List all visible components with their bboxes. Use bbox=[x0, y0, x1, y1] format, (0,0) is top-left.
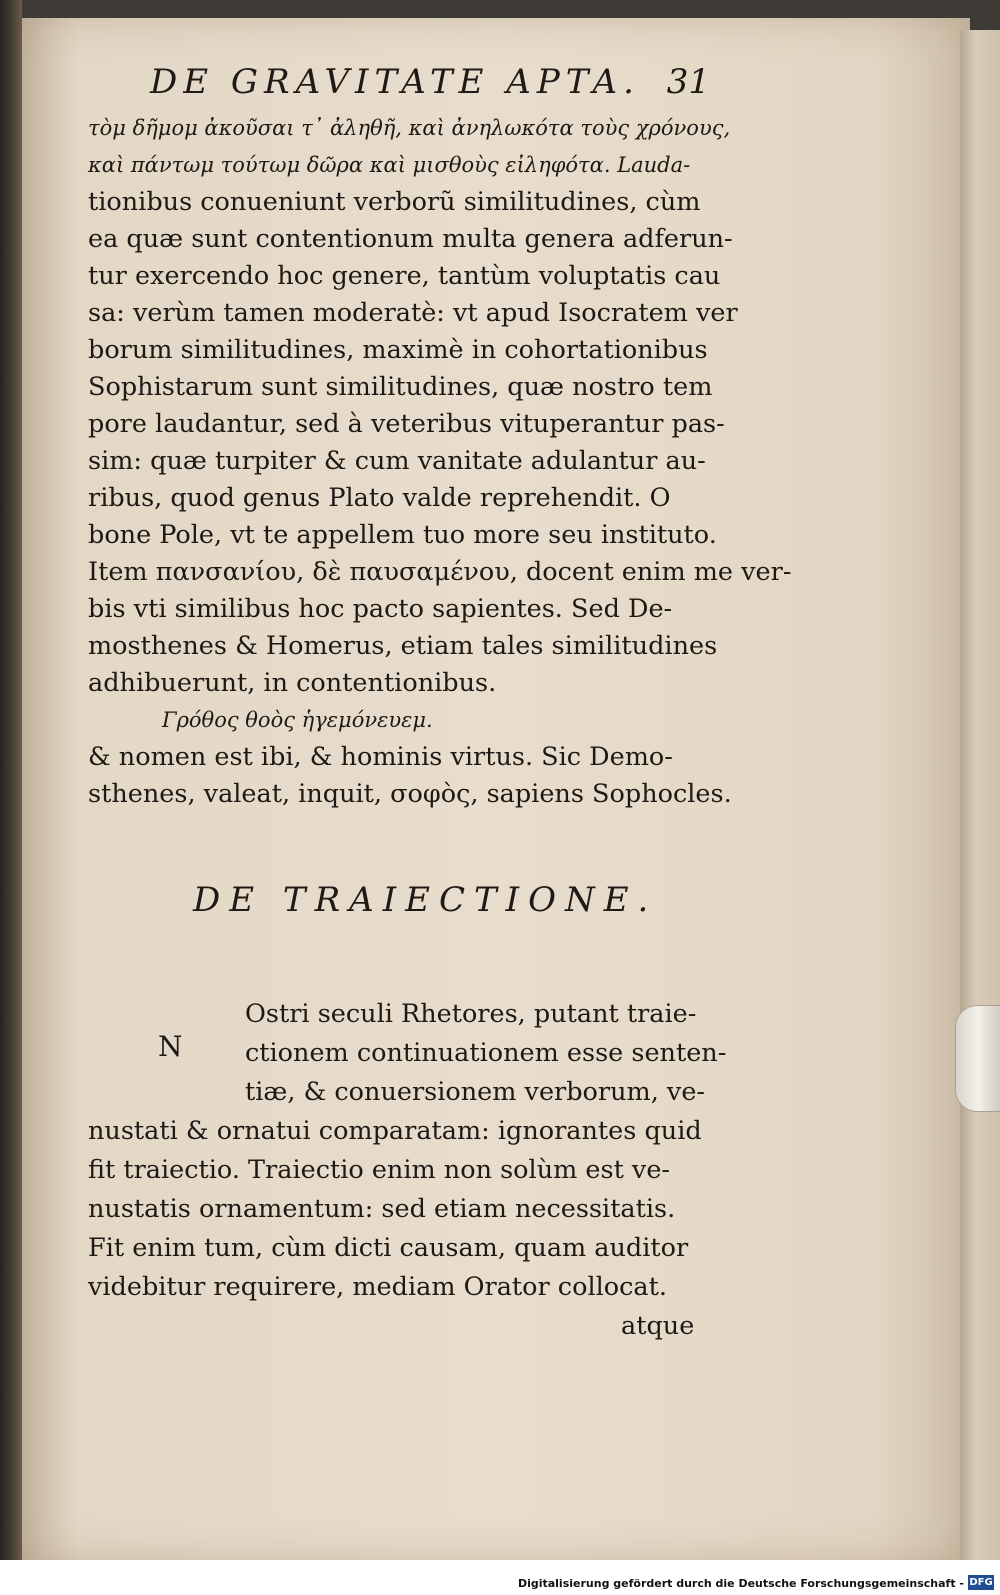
main-text-block bbox=[88, 110, 792, 813]
page-number: 31 bbox=[666, 62, 710, 102]
text-line: fit traiectio. Traiectio enim non solùm est ve- bbox=[88, 1155, 671, 1185]
running-header bbox=[150, 62, 710, 102]
text-line: sthenes, valeat, inquit, σοφὸς, sapiens Sophocles. bbox=[88, 779, 732, 809]
section-heading: DE TRAIECTIONE. bbox=[193, 880, 658, 920]
text-line: & nomen est ibi, & hominis virtus. Sic Demo- bbox=[88, 742, 673, 772]
text-line: bis vti similibus hoc pacto sapientes. Sed De- bbox=[88, 594, 673, 624]
text-line: Item πανσανίου, δὲ παυσαμένου, docent enim me ver- bbox=[88, 557, 792, 587]
text-line: videbitur requirere, mediam Orator collocat. bbox=[88, 1272, 667, 1302]
text-line: mosthenes & Homerus, etiam tales similitudines bbox=[88, 631, 718, 661]
text-line: Sophistarum sunt similitudines, quæ nostro tem bbox=[88, 372, 713, 402]
digitization-credit: Digitalisierung gefördert durch die Deutsche Forschungsgemeinschaft - bbox=[517, 1577, 964, 1590]
text-line: tur exercendo hoc genere, tantùm voluptatis cau bbox=[88, 261, 721, 291]
running-title: DE GRAVITATE APTA. bbox=[150, 62, 640, 102]
text-line: sim: quæ turpiter & cum vanitate adulantur au- bbox=[88, 446, 706, 476]
book-spine-shadow bbox=[0, 0, 22, 1560]
text-line: borum similitudines, maximè in cohortationibus bbox=[88, 335, 708, 365]
text-line: Fit enim tum, cùm dicti causam, quam auditor bbox=[88, 1233, 689, 1263]
text-line: ctionem continuationem esse senten- bbox=[245, 1038, 727, 1068]
text-line: ea quæ sunt contentionum multa genera adferun- bbox=[88, 224, 733, 254]
initial-letter: N bbox=[158, 1030, 183, 1063]
text-line: tiæ, & conuersionem verborum, ve- bbox=[245, 1077, 706, 1107]
text-line: pore laudantur, sed à veteribus vituperantur pas- bbox=[88, 409, 725, 439]
text-line: καὶ πάντωμ τούτωμ δῶρα καὶ μισθοὺς εἰληφότα. Lauda- bbox=[88, 153, 691, 177]
page-clip bbox=[955, 1005, 1000, 1112]
facing-page-edge bbox=[960, 30, 1000, 1560]
text-line: ribus, quod genus Plato valde reprehendit. O bbox=[88, 483, 671, 513]
catchword: atque bbox=[621, 1311, 695, 1341]
dfg-logo: DFG bbox=[969, 1577, 993, 1588]
text-line: tionibus conueniunt verborũ similitudines, cùm bbox=[88, 187, 701, 217]
text-line: τὸμ δῆμομ ἀκοῦσαι τ᾽ ἀληθῆ, καὶ ἀνηλωκότα τοὺς χρόνους, bbox=[88, 116, 731, 140]
text-line: sa: verùm tamen moderatè: vt apud Isocratem ver bbox=[88, 298, 738, 328]
verse-quotation: Γρόθο⁠ς θοὸς ἡγεμόνευεμ. bbox=[162, 708, 433, 732]
text-line: adhibuerunt, in contentionibus. bbox=[88, 668, 497, 698]
section-text-block bbox=[88, 995, 748, 1346]
text-line: nustatis ornamentum: sed etiam necessitatis. bbox=[88, 1194, 676, 1224]
text-line: Ostri seculi Rhetores, putant traie- bbox=[245, 999, 697, 1029]
text-line: bone Pole, vt te appellem tuo more seu instituto. bbox=[88, 520, 717, 550]
text-line: nustati & ornatui comparatam: ignorantes quid bbox=[88, 1116, 702, 1146]
